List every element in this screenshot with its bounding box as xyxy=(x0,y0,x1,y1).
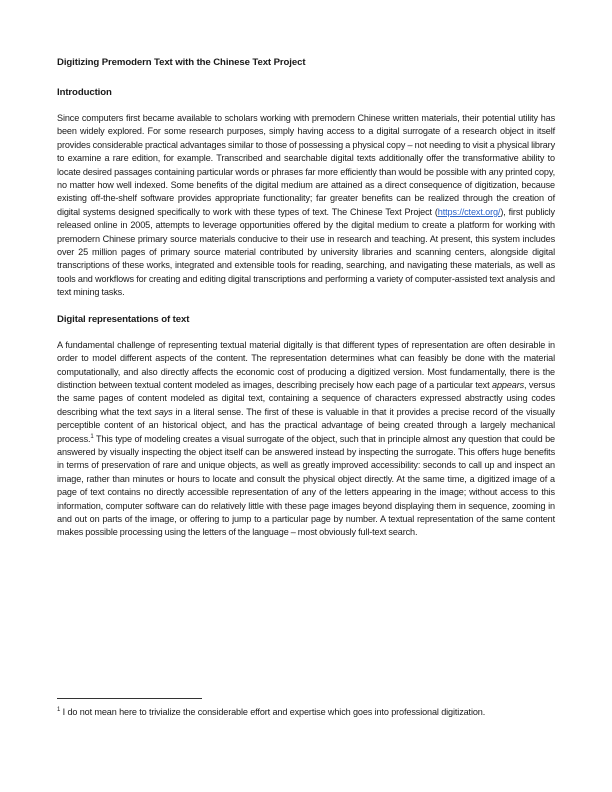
page-content xyxy=(57,57,555,554)
para-text-4: This type of modeling creates a visual surrogate of the object, such that in principle almost any question that could be answered by visually inspecting the object itself can be answered instead by inspecting the surrogate. This offers huge benefits in terms of preservation of rare and unique objects, as well as greatly improved accessibility: seconds to call up and inspect an image, rather than minutes or hours to locate and consult the physical object directly. At the same time, a digitized image of a page of text contains no directly accessible representation of any of the letters appearing in the image; without access to this information, computer software can do relatively little with these page images beyond displaying them in sequence, zooming in and out on parts of the image, or offering to jump to a particular page by number. A textual representation of the same content makes possible processing using the letters of the language – most obviously full-text search. xyxy=(57,433,555,538)
digital-representations-paragraph xyxy=(57,339,555,540)
para-text-2: , versus the same pages of content modeled as digital text, containing a sequence of characters expressed abstractly using codes describing what the text xyxy=(57,379,555,417)
introduction-paragraph xyxy=(57,112,555,300)
footnote xyxy=(57,706,555,719)
footnote-reference[interactable]: 1 xyxy=(90,433,94,440)
intro-text-before-link: Since computers first became available to scholars working with premodern Chinese written materials, their potential utility has been widely explored. For some research purposes, simply having access to a digital surrogate of a research object in itself provides considerable practical advantages similar to those of possessing a physical copy – not needing to visit a physical library to examine a rare edition, for example. Transcribed and searchable digital texts additionally offer the transformative ability to locate desired passages containing particular words or phrases far more efficiently than would be possible with any printed copy, no matter how well indexed. Some benefits of the digital medium are attained as a direct consequence of digitization, because existing off-the-shelf software provides appropriate functionality; far greater benefits can be realized through the creation of digital systems designed specifically to work with these types of text. The Chinese Text Project ( xyxy=(57,113,555,217)
para-text-3: in a literal sense. The first of these is valuable in that it provides a precise record of the visually perceptible content of an historical object, and has the practical advantage of being created through a largely mechanical process. xyxy=(57,406,555,444)
footnote-marker: 1 xyxy=(57,706,61,713)
section-heading-introduction: Introduction xyxy=(57,87,112,98)
footnote-separator xyxy=(57,698,202,699)
footnote-text: I do not mean here to trivialize the considerable effort and expertise which goes into professional digitization. xyxy=(60,707,486,717)
emphasis-appears: appears xyxy=(492,379,525,390)
emphasis-says: says xyxy=(154,406,173,417)
ctext-link[interactable]: https://ctext.org/ xyxy=(437,206,501,217)
para-text-1: A fundamental challenge of representing textual material digitally is that different types of representation are often desirable in order to model different aspects of the content. The representation determines what can feasibly be done with the material computationally, and also directly affects the economic cost of producing a digitized version. Most fundamentally, there is the distinction between textual content modeled as images, describing precisely how each page of a particular text xyxy=(57,339,555,390)
section-heading-digital-representations: Digital representations of text xyxy=(57,313,190,325)
document-title: Digitizing Premodern Text with the Chinese Text Project xyxy=(57,57,306,68)
intro-text-after-link: ), first publicly released online in 2005, attempts to leverage opportunities offered by the digital medium to create a platform for working with premodern Chinese primary source materials conducive to their use in research and teaching. At present, this system includes over 25 million pages of primary source material contributed by university libraries and scanning centers, alongside digital transcriptions of these works, integrated and extensible tools for reading, searching, and navigating these materials, as well as tools and workflows for creating and editing digital transcriptions and performing a variety of computer-assisted text analysis and text mining tasks. xyxy=(57,206,555,298)
